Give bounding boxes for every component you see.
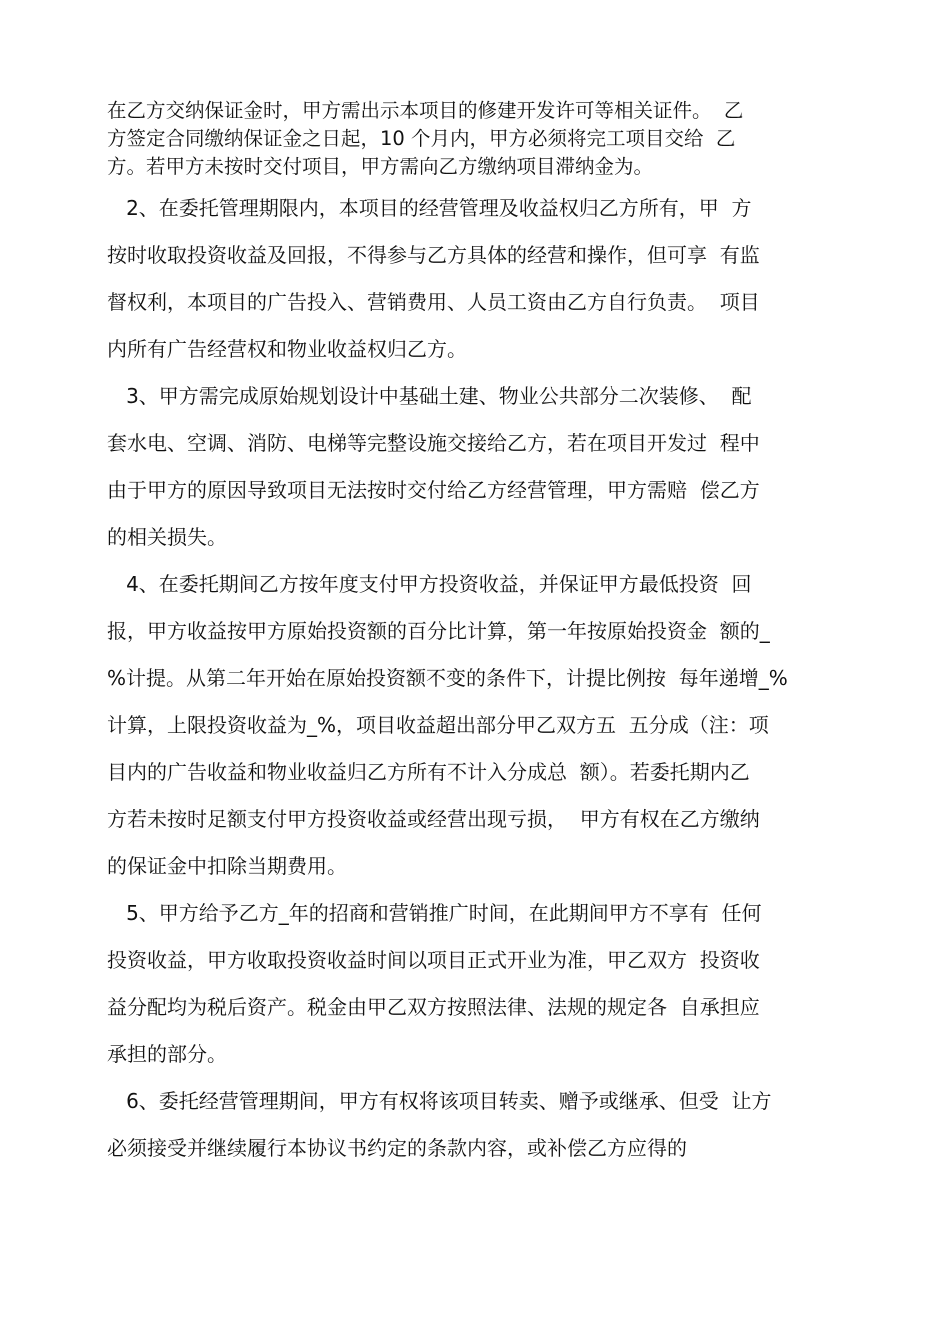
- text-line: 6、委托经营管理期间，甲方有权将该项目转卖、赠予或继承、但受 让方: [107, 1089, 772, 1113]
- text-line: 2、在委托管理期限内，本项目的经营管理及收益权归乙方所有，甲 方: [107, 196, 752, 220]
- text-line: 方。若甲方未按时交付项目，甲方需向乙方缴纳项目滞纳金为。: [107, 155, 654, 178]
- text-line: %计提。从第二年开始在原始投资额不变的条件下，计提比例按 每年递增_%: [107, 666, 788, 690]
- text-line: 由于甲方的原因导致项目无法按时交付给乙方经营管理，甲方需赔 偿乙方: [107, 478, 760, 502]
- text-line: 的保证金中扣除当期费用。: [107, 854, 347, 878]
- text-line: 的相关损失。: [107, 525, 227, 549]
- text-line: 在乙方交纳保证金时，甲方需出示本项目的修建开发许可等相关证件。 乙: [107, 99, 744, 122]
- text-line: 4、在委托期间乙方按年度支付甲方投资收益，并保证甲方最低投资 回: [107, 572, 752, 596]
- text-line: 报，甲方收益按甲方原始投资额的百分比计算，第一年按原始投资金 额的_: [107, 619, 770, 643]
- text-line: 方若未按时足额支付甲方投资收益或经营出现亏损， 甲方有权在乙方缴纳: [107, 807, 760, 831]
- text-line: 方签定合同缴纳保证金之日起，10 个月内，甲方必须将完工项目交给 乙: [107, 127, 736, 150]
- text-line: 承担的部分。: [107, 1042, 227, 1066]
- text-line: 按时收取投资收益及回报，不得参与乙方具体的经营和操作，但可享 有监: [107, 243, 760, 267]
- text-line: 督权利，本项目的广告投入、营销费用、人员工资由乙方自行负责。 项目: [107, 290, 760, 314]
- text-line: 5、甲方给予乙方_年的招商和营销推广时间，在此期间甲方不享有 任何: [107, 901, 762, 925]
- text-line: 必须接受并继续履行本协议书约定的条款内容，或补偿乙方应得的: [107, 1136, 687, 1160]
- text-line: 内所有广告经营权和物业收益权归乙方。: [107, 337, 467, 361]
- text-line: 目内的广告收益和物业收益归乙方所有不计入分成总 额）。若委托期内乙: [107, 760, 750, 784]
- text-line: 3、甲方需完成原始规划设计中基础土建、物业公共部分二次装修、 配: [107, 384, 752, 408]
- text-line: 投资收益，甲方收取投资收益时间以项目正式开业为准，甲乙双方 投资收: [107, 948, 760, 972]
- text-line: 益分配均为税后资产。税金由甲乙双方按照法律、法规的规定各 自承担应: [107, 995, 760, 1019]
- text-line: 计算，上限投资收益为_%，项目收益超出部分甲乙双方五 五分成（注：项: [107, 713, 769, 737]
- text-line: 套水电、空调、消防、电梯等完整设施交接给乙方，若在项目开发过 程中: [107, 431, 760, 455]
